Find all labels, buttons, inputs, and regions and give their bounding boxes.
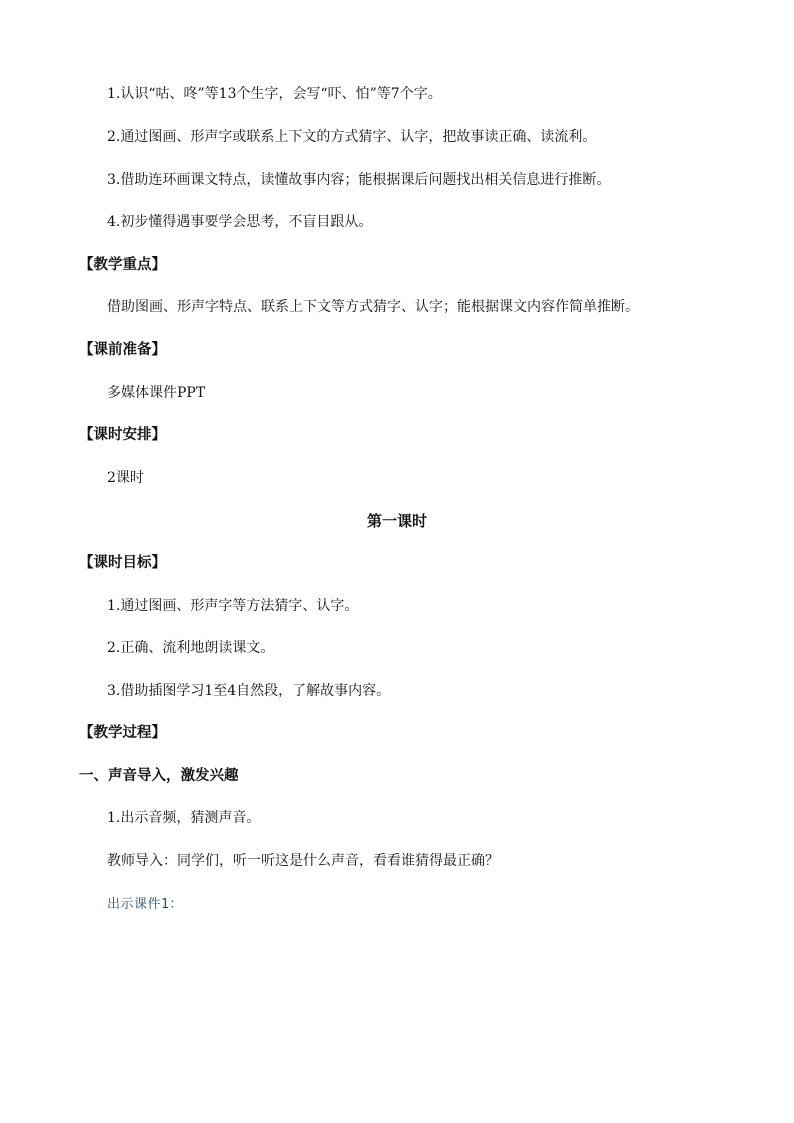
preparation-heading: 【课前准备】 <box>79 341 166 358</box>
schedule-heading: 【课时安排】 <box>79 426 166 443</box>
lesson-title: 第一课时 <box>366 512 427 530</box>
key-points-heading: 【教学重点】 <box>79 256 166 273</box>
lesson-goal-3: 3.借助插图学习1至4自然段，了解故事内容。 <box>107 683 391 699</box>
schedule-text: 2课时 <box>107 470 144 486</box>
process-heading: 【教学过程】 <box>79 724 166 741</box>
preparation-text: 多媒体课件PPT <box>107 385 206 401</box>
teacher-intro: 教师导入：同学们，听一听这是什么声音，看看谁猜得最正确？ <box>107 853 499 869</box>
courseware-label: 出示课件1： <box>107 897 183 912</box>
goal-4: 4.初步懂得遇事要学会思考，不盲目跟从。 <box>107 214 373 230</box>
goal-2: 2.通过图画、形声字或联系上下文的方式猜字、认字，把故事读正确、读流利。 <box>107 129 597 145</box>
goal-1: 1.认识“咕、咚”等13个生字，会写“吓、怕”等7个字。 <box>107 86 442 102</box>
step-1: 1.出示音频，猜测声音。 <box>107 810 261 826</box>
lesson-goals-heading: 【课时目标】 <box>79 554 166 571</box>
goal-3: 3.借助连环画课文特点，读懂故事内容；能根据课后问题找出相关信息进行推断。 <box>107 172 611 188</box>
lesson-goal-2: 2.正确、流利地朗读课文。 <box>107 640 275 656</box>
section-heading: 一、声音导入，激发兴趣 <box>79 767 239 784</box>
lesson-goal-1: 1.通过图画、形声字等方法猜字、认字。 <box>107 598 359 614</box>
key-points-text: 借助图画、形声字特点、联系上下文等方式猜字、认字；能根据课文内容作简单推断。 <box>107 299 639 315</box>
